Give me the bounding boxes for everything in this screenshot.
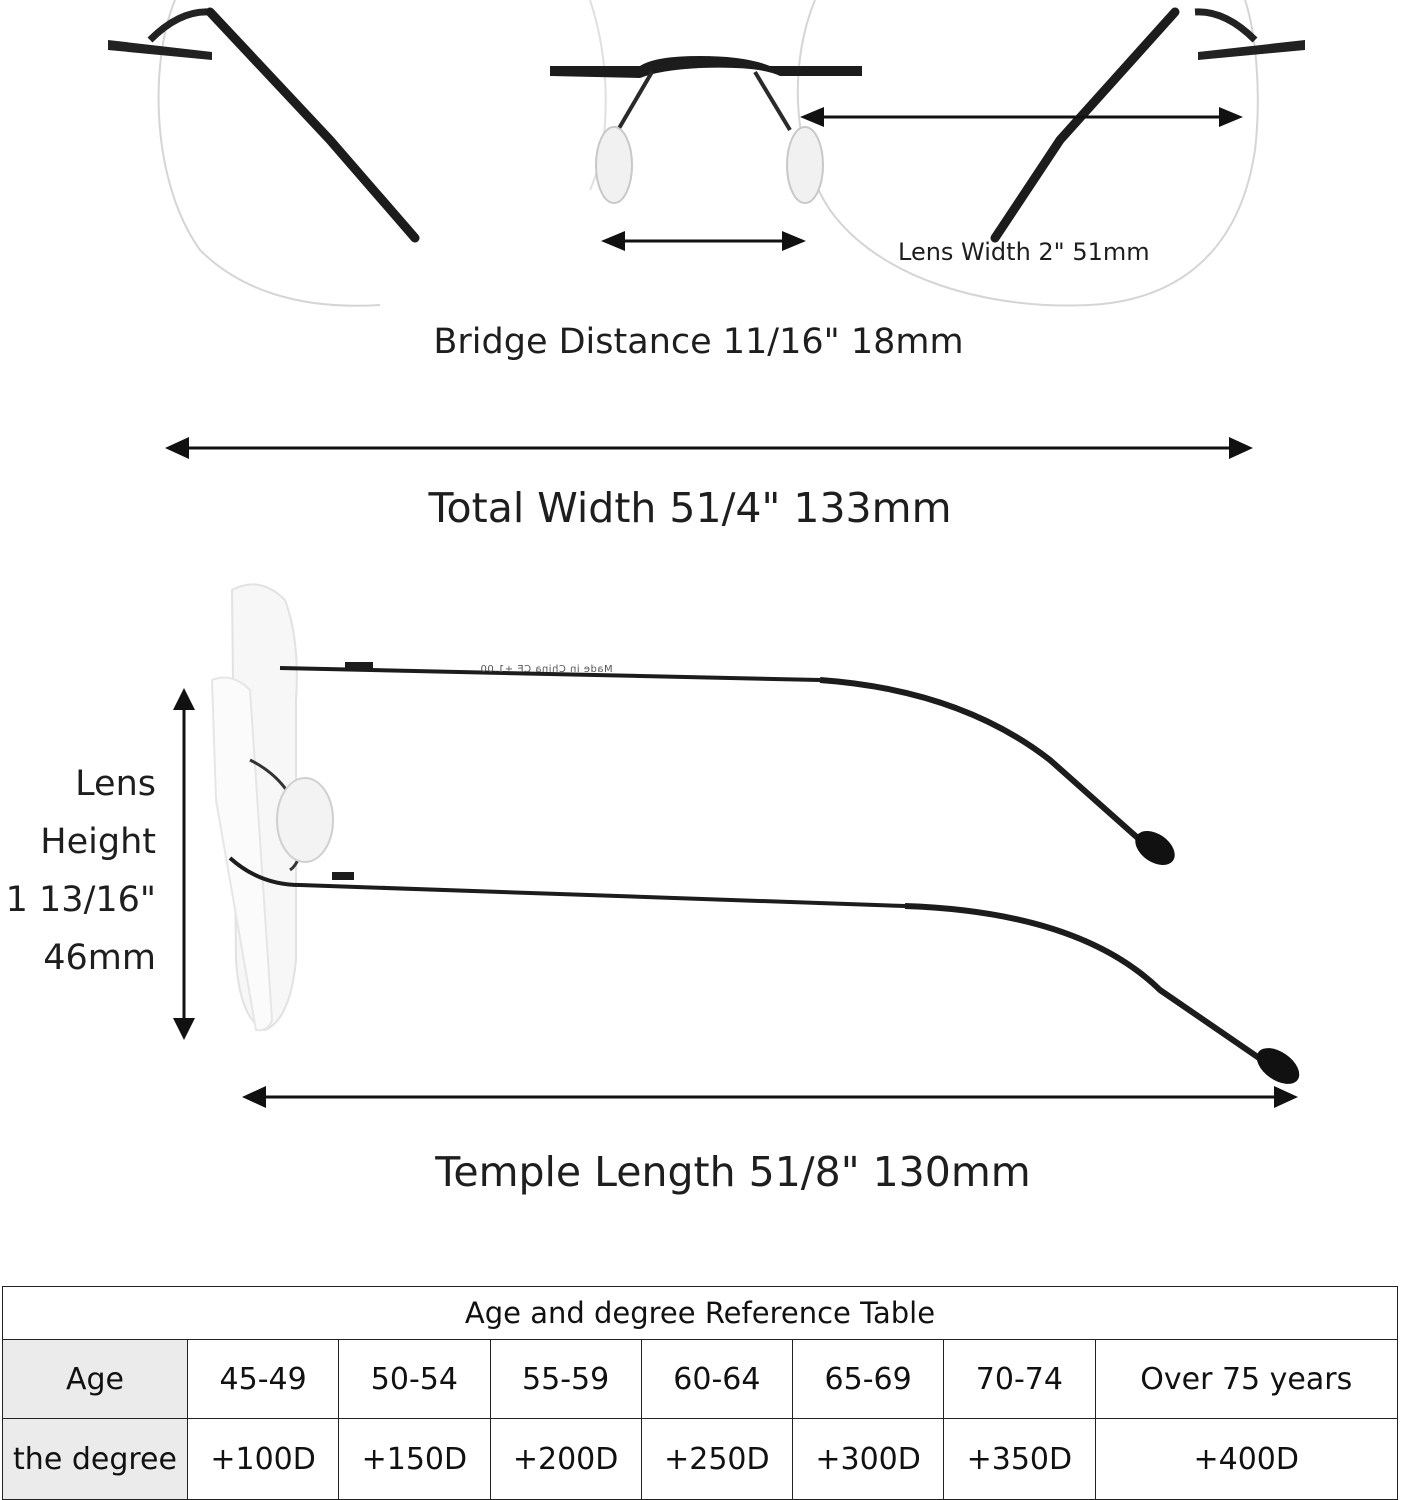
age-cell: 70-74	[944, 1340, 1095, 1419]
lens-height-label	[0, 755, 156, 987]
age-cell: 50-54	[339, 1340, 490, 1419]
age-cell: 45-49	[188, 1340, 339, 1419]
row-header-age: Age	[3, 1340, 188, 1419]
total-width-label: Total Width 51/4" 133mm	[428, 484, 952, 532]
age-cell: 55-59	[490, 1340, 641, 1419]
degree-cell: +400D	[1095, 1419, 1398, 1500]
temple-imprint: Made in China CE +1.00	[480, 664, 613, 675]
degree-cell: +350D	[944, 1419, 1095, 1500]
table-row-age	[3, 1340, 1398, 1419]
bridge-distance-label: Bridge Distance 11/16" 18mm	[433, 322, 964, 362]
row-header-degree: the degree	[3, 1419, 188, 1500]
degree-cell: +300D	[793, 1419, 944, 1500]
age-degree-reference-table	[2, 1286, 1398, 1500]
age-cell: Over 75 years	[1095, 1340, 1398, 1419]
degree-cell: +250D	[641, 1419, 792, 1500]
lens-height-line-1: Lens	[75, 764, 156, 804]
age-cell: 60-64	[641, 1340, 792, 1419]
degree-cell: +200D	[490, 1419, 641, 1500]
degree-cell: +150D	[339, 1419, 490, 1500]
degree-cell: +100D	[188, 1419, 339, 1500]
table-row-degree	[3, 1419, 1398, 1500]
table-title: Age and degree Reference Table	[3, 1287, 1398, 1340]
age-cell: 65-69	[793, 1340, 944, 1419]
lens-height-line-2: Height	[40, 822, 156, 862]
lens-height-line-4: 46mm	[43, 938, 156, 978]
lens-height-line-3: 1 13/16"	[5, 880, 156, 920]
lens-width-label: Lens Width 2" 51mm	[898, 238, 1150, 266]
temple-length-label: Temple Length 51/8" 130mm	[435, 1148, 1031, 1196]
